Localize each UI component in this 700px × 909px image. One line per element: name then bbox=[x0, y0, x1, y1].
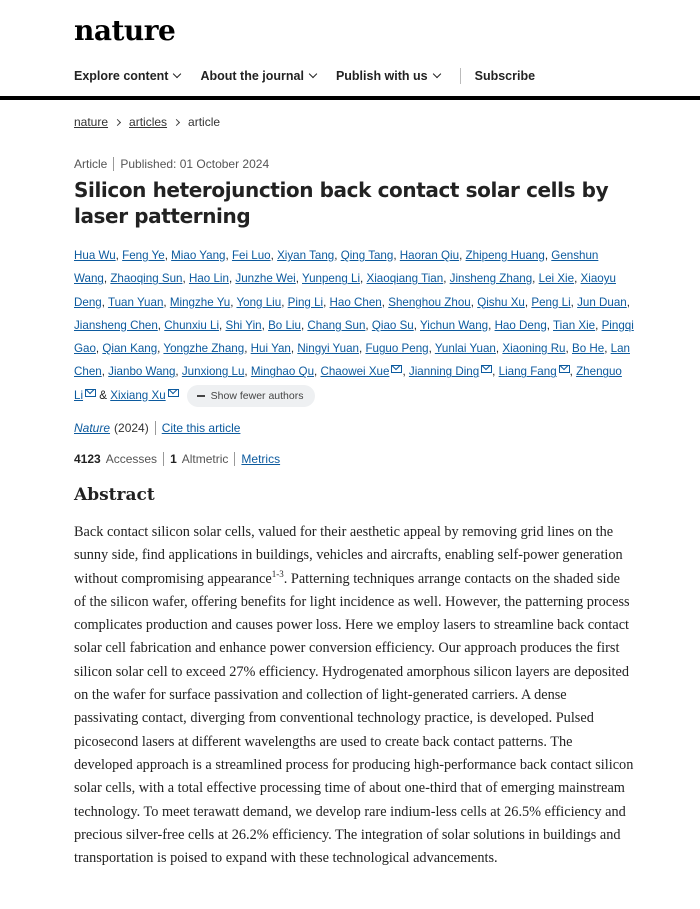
author-link[interactable]: Jun Duan bbox=[577, 295, 627, 309]
author-link[interactable]: Yong Liu bbox=[236, 295, 282, 309]
article-metrics bbox=[74, 452, 280, 466]
meta-divider bbox=[113, 157, 114, 171]
author-link[interactable]: Hao Lin bbox=[188, 272, 229, 286]
abstract-part-1: Back contact silicon solar cells, valued for their aesthetic appeal by removing grid lines on the sunny side, find applications in buildings, vehicles and aircrafts, enabling self-power generation without compromising appearance bbox=[74, 524, 623, 587]
nav-publish-label: Publish with us bbox=[335, 69, 428, 83]
author-link[interactable]: Yunpeng Li bbox=[302, 272, 361, 286]
author-link[interactable]: Junxiong Lu bbox=[181, 365, 245, 379]
author-link[interactable]: Qishu Xu bbox=[477, 295, 525, 309]
author-link[interactable]: Jinsheng Zhang bbox=[449, 272, 533, 286]
author-link[interactable]: Fuguo Peng bbox=[365, 342, 429, 356]
chevron-down-icon bbox=[309, 70, 317, 78]
show-fewer-authors-button[interactable] bbox=[187, 385, 316, 407]
author-link[interactable]: Mingzhe Yu bbox=[169, 295, 231, 309]
article-title: Silicon heterojunction back contact solar cells by laser patterning bbox=[74, 178, 609, 228]
author-link[interactable]: Hao Chen bbox=[329, 295, 382, 309]
reference-superscript[interactable]: 1-3 bbox=[271, 568, 284, 579]
abstract-part-2: . Patterning techniques arrange contacts on the shaded side of the silicon wafer, offering benefits for light incidence as well. However, the patterning process complicates production and causes power loss. Here we employ lasers to streamline back contact solar cell fabrication and enhance power conversion efficiency. Our approach produces the first silicon solar cell to exceed 27% efficiency. Hydrogenated amorphous silicon layers are deposited on the wafer for surface passivation and collection of light-generated carriers. A dense passivating contact, diverging from conventional technology practice, is developed. Pulsed picosecond lasers at different wavelengths are used to create back contact patterns. The developed approach is a streamlined process for producing high-performance back contact silicon solar cells, with a total effective processing time of about one-third that of emerging mainstream technology. To meet terawatt demand, we develop rare indium-less cells at 26.5% efficiency and precious silver-free cells at 26.2% efficiency. The integration of solar solutions in buildings and transportation is poised to expand with these technological advancements. bbox=[74, 570, 634, 867]
nav-explore-label: Explore content bbox=[74, 69, 169, 83]
abstract-text bbox=[74, 521, 634, 870]
author-link[interactable]: Genshun Wang bbox=[74, 249, 599, 286]
email-icon[interactable] bbox=[168, 389, 179, 397]
author-link[interactable]: Yongzhe Zhang bbox=[163, 342, 245, 356]
author-link[interactable]: Jianning Ding bbox=[408, 365, 480, 379]
author-link[interactable]: Pingqi Gao bbox=[74, 318, 634, 356]
publication-year: (2024) bbox=[114, 421, 149, 435]
author-link[interactable]: Zhaoqing Sun bbox=[110, 272, 183, 286]
email-icon[interactable] bbox=[481, 365, 492, 373]
author-link[interactable]: Bo He bbox=[571, 342, 605, 356]
chevron-right-icon bbox=[173, 118, 180, 125]
author-link[interactable]: Qiao Su bbox=[371, 318, 414, 332]
header-rule bbox=[0, 96, 700, 100]
chevron-right-icon bbox=[114, 118, 121, 125]
author-link[interactable]: Xiaoyu Deng bbox=[74, 272, 616, 309]
author-link[interactable]: Hao Deng bbox=[494, 318, 547, 332]
author-link[interactable]: Haoran Qiu bbox=[399, 249, 460, 262]
author-link[interactable]: Shi Yin bbox=[225, 318, 262, 332]
author-link[interactable]: Yunlai Yuan bbox=[434, 342, 496, 356]
author-link[interactable]: Lan Chen bbox=[74, 342, 630, 379]
author-link[interactable]: Zhipeng Huang bbox=[465, 249, 545, 262]
author-link[interactable]: Qian Kang bbox=[102, 342, 158, 356]
nav-divider bbox=[460, 68, 461, 84]
author-link[interactable]: Bo Liu bbox=[268, 318, 301, 332]
author-link[interactable]: Xiaoning Ru bbox=[502, 342, 566, 356]
author-link[interactable]: Hui Yan bbox=[250, 342, 291, 356]
cite-this-article-link[interactable]: Cite this article bbox=[161, 421, 241, 435]
author-link[interactable]: Chunxiu Li bbox=[164, 318, 220, 332]
citation-divider bbox=[155, 421, 156, 435]
email-icon[interactable] bbox=[85, 389, 96, 397]
author-link[interactable]: Junzhe Wei bbox=[235, 272, 296, 286]
author-link[interactable]: Chang Sun bbox=[307, 318, 366, 332]
author-link[interactable]: Jiansheng Chen bbox=[74, 318, 158, 332]
metrics-divider bbox=[163, 452, 164, 466]
journal-link[interactable]: Nature bbox=[74, 421, 111, 435]
author-link[interactable]: Xixiang Xu bbox=[110, 388, 166, 402]
author-link[interactable]: Lei Xie bbox=[538, 272, 575, 286]
breadcrumb bbox=[74, 115, 220, 129]
citation-line bbox=[74, 421, 240, 435]
author-link[interactable]: Chaowei Xue bbox=[320, 365, 390, 379]
breadcrumb-nature[interactable]: nature bbox=[74, 115, 109, 129]
author-link[interactable]: Yichun Wang bbox=[420, 318, 489, 332]
breadcrumb-articles[interactable]: articles bbox=[129, 115, 168, 129]
author-link[interactable]: Ningyi Yuan bbox=[297, 342, 359, 356]
nav-subscribe[interactable]: Subscribe bbox=[474, 69, 536, 83]
author-link[interactable]: Hua Wu bbox=[74, 249, 116, 262]
chevron-down-icon bbox=[173, 70, 181, 78]
nav-publish-with-us[interactable] bbox=[336, 69, 440, 83]
nav-explore-content[interactable] bbox=[74, 69, 180, 83]
author-link[interactable]: Xiaoqiang Tian bbox=[366, 272, 444, 286]
article-meta bbox=[74, 157, 269, 171]
published-date: Published: 01 October 2024 bbox=[120, 157, 270, 171]
author-link[interactable]: Jianbo Wang bbox=[108, 365, 176, 379]
metrics-divider bbox=[234, 452, 235, 466]
nav-about-journal[interactable] bbox=[200, 69, 315, 83]
author-link[interactable]: Miao Yang bbox=[171, 249, 226, 262]
nav-about-label: About the journal bbox=[200, 69, 304, 83]
author-link[interactable]: Qing Tang bbox=[340, 249, 394, 262]
author-link[interactable]: Liang Fang bbox=[498, 365, 557, 379]
nature-logo[interactable]: nature bbox=[74, 14, 176, 47]
altmetric-count: 1 bbox=[170, 452, 177, 466]
author-ampersand: & bbox=[99, 388, 107, 402]
author-link[interactable]: Xiyan Tang bbox=[277, 249, 335, 262]
article-type: Article bbox=[74, 157, 108, 171]
accesses-label: Accesses bbox=[105, 452, 158, 466]
chevron-down-icon bbox=[432, 70, 440, 78]
author-link[interactable]: Minghao Qu bbox=[250, 365, 315, 379]
minus-icon bbox=[197, 395, 205, 397]
email-icon[interactable] bbox=[559, 365, 570, 373]
author-list: Hua Wu, Feng Ye, Miao Yang, Fei Luo, Xiyan Tang, Qing Tang, Haoran Qiu, Zhipeng Huang, Genshun Wang, Zhaoqing Sun, Hao Lin, Junzhe Wei, Yunpeng Li, Xiaoqiang Tian, Jinsheng Zhang, Lei Xie, Xiaoyu Deng, Tuan Yuan, Mingzhe Yu, Yong Liu, Ping Li, Hao Chen, Shenghou Zhou, Qishu Xu, Peng Li, Jun Duan, Jiansheng Chen, Chunxiu Li, Shi Yin, Bo Liu, Chang Sun, Qiao Su, Yichun Wang, Hao Deng, Tian Xie, Pingqi Gao, Qian Kang, Yongzhe Zhang, Hui Yan, Ningyi Yuan, Fuguo Peng, Yunlai Yuan, Xiaoning Ru, Bo He, Lan Chen, Jianbo Wang, Junxiong Lu, Minghao Qu, Chaowei Xue , Jianning Ding , Liang Fang , Zhenguo Li & Xixiang Xu Show fewer authors bbox=[74, 244, 634, 407]
accesses-count: 4123 bbox=[74, 452, 101, 466]
metrics-link[interactable]: Metrics bbox=[241, 452, 281, 466]
author-link[interactable]: Peng Li bbox=[531, 295, 571, 309]
author-link[interactable]: Shenghou Zhou bbox=[388, 295, 471, 309]
author-link[interactable]: Tian Xie bbox=[553, 318, 596, 332]
main-nav bbox=[74, 68, 555, 84]
author-link[interactable]: Tuan Yuan bbox=[107, 295, 164, 309]
site-header bbox=[0, 0, 700, 100]
breadcrumb-article: article bbox=[188, 115, 221, 129]
author-link[interactable]: Fei Luo bbox=[231, 249, 271, 262]
show-fewer-label: Show fewer authors bbox=[210, 389, 304, 402]
author-link[interactable]: Feng Ye bbox=[122, 249, 165, 262]
altmetric-label: Altmetric bbox=[181, 452, 229, 466]
abstract-heading: Abstract bbox=[74, 485, 155, 505]
email-icon[interactable] bbox=[391, 365, 402, 373]
author-link[interactable]: Zhenguo Li bbox=[74, 365, 622, 402]
author-link[interactable]: Ping Li bbox=[287, 295, 324, 309]
